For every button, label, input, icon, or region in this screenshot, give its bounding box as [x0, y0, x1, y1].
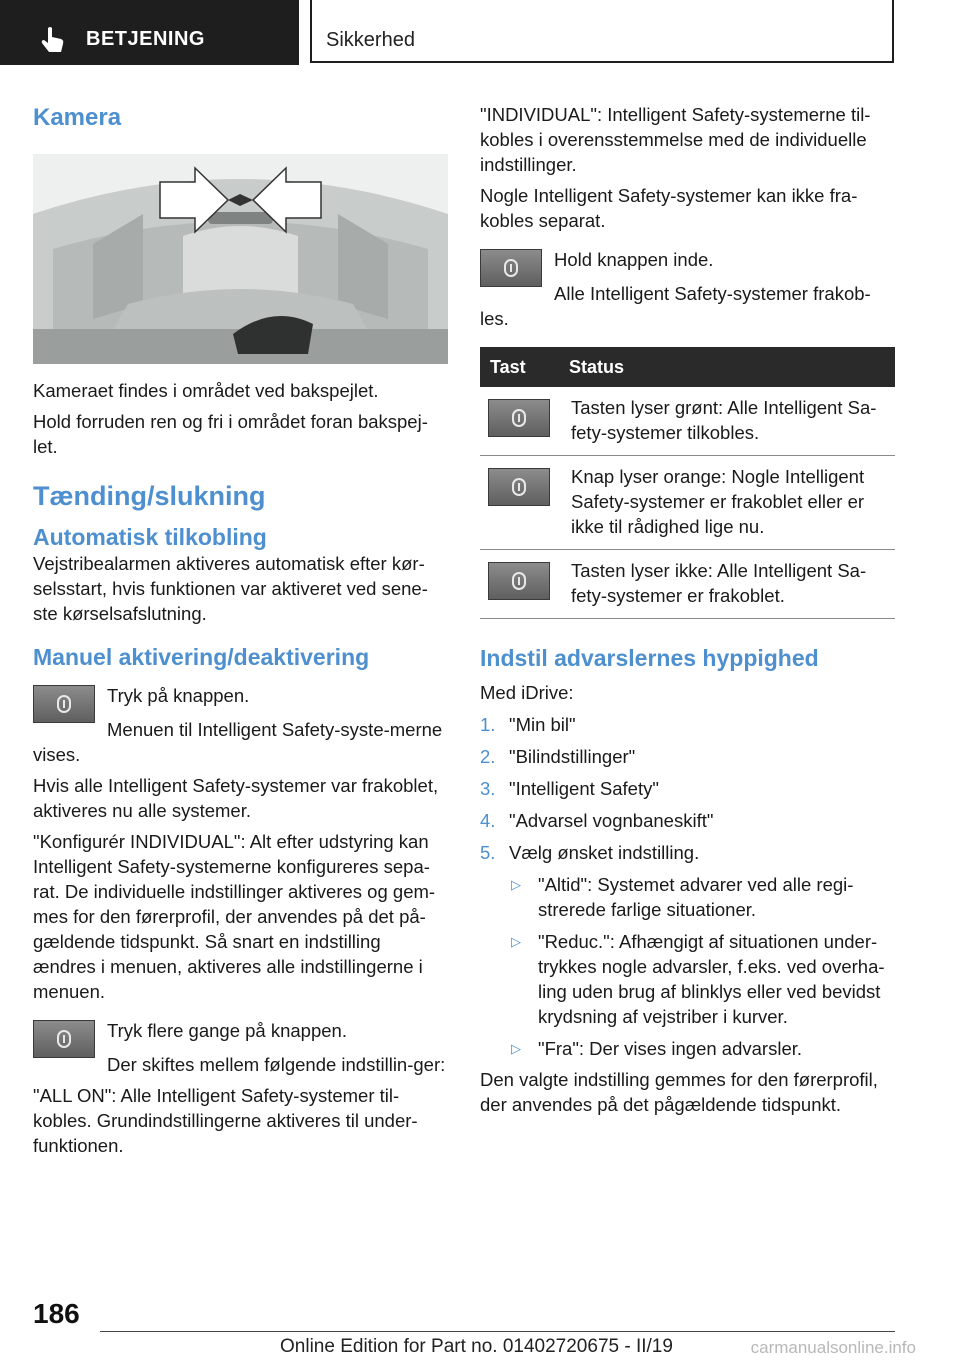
lane-assist-button-icon [488, 468, 550, 506]
not-separately-text: Nogle Intelligent Safety-systemer kan ikke fra-kobles separat. [480, 185, 858, 231]
list-item: 4. "Advarsel vognbaneskift" [480, 810, 714, 831]
allon-text: "ALL ON": Alle Intelligent Safety-systemer til-kobles. Grundindstillingerne aktiveres til under-funktionen. [33, 1085, 418, 1156]
edition-note: Online Edition for Part no. 01402720675 - II/19 [280, 1336, 673, 1357]
hand-pointer-icon [40, 26, 66, 54]
watermark: carmanualsonline.info [750, 1338, 916, 1357]
manual-press-text: Tryk på knappen. [107, 685, 250, 706]
multi-press-text: Tryk flere gange på knappen. [107, 1020, 347, 1041]
right-column [480, 96, 895, 1117]
lane-assist-button-icon [33, 1020, 95, 1058]
left-column [33, 96, 448, 1158]
section-title: BETJENING [86, 28, 205, 50]
triangle-right-icon: ▷ [511, 1041, 521, 1056]
table-cell-status: Knap lyser orange: Nogle Intelligent Safety-systemer er frakoblet eller er ikke til rådighed lige nu. [561, 456, 895, 550]
manual-heading: Manuel aktivering/deaktivering [33, 644, 370, 670]
manual-text-1: Hvis alle Intelligent Safety-systemer var frakoblet, aktiveres nu alle systemer. [33, 775, 439, 821]
triangle-right-icon: ▷ [511, 934, 521, 949]
camera-location-text: Kameraet findes i området ved bakspejlet. [33, 380, 379, 401]
table-row [480, 387, 895, 456]
lane-assist-button-icon [480, 249, 542, 287]
option-item: ▷ "Reduc.": Afhængigt af situationen under-trykkes nogle advarsler, f.eks. ved overha-ling uden brug af blinklys eller ved bevidst krydsning af vejstriber i kurver. [511, 931, 885, 1027]
camera-photo [33, 154, 448, 364]
triangle-right-icon: ▷ [511, 877, 521, 892]
multi-switch-text: Der skiftes mellem følgende indstillin-ger: [107, 1054, 446, 1075]
steps-list [480, 712, 895, 1061]
lane-assist-button-icon [33, 685, 95, 723]
list-item: 1. "Min bil" [480, 714, 576, 735]
multi-press-block [33, 1018, 448, 1077]
option-item: ▷ "Fra": Der vises ingen advarsler. [511, 1038, 803, 1059]
camera-clean-text: Hold forruden ren og fri i området foran bakspej-let. [33, 411, 428, 457]
manual-menu-text: Menuen til Intelligent Safety-syste-merne vises. [33, 719, 443, 765]
list-item: 3. "Intelligent Safety" [480, 778, 659, 799]
lane-assist-button-icon [488, 399, 550, 437]
table-cell-status: Tasten lyser grønt: Alle Intelligent Sa-fety-systemer tilkobles. [561, 387, 895, 456]
ignition-heading: Tænding/slukning [33, 481, 266, 511]
footer-divider [100, 1331, 895, 1332]
car-interior-illustration [33, 154, 448, 364]
manual-text-2: "Konfigurér INDIVIDUAL": Alt efter udstyring kan Intelligent Safety-systemerne konfigureres sepa-rat. De individuelle indstillinger aktiveres og gem-mes for den førerprofil, der anvendes på det på-gældende tidspunkt. Så snart en indstilling ændres i menuen, aktiveres alle indstillingerne i menuen. [33, 831, 436, 1002]
table-header-row [480, 347, 895, 387]
camera-heading: Kamera [33, 104, 122, 131]
hold-result-text: Alle Intelligent Safety-systemer frakob-les. [480, 283, 871, 329]
options-list [480, 872, 895, 1061]
option-item: ▷ "Altid": Systemet advarer ved alle regi-strerede farlige situationer. [511, 874, 854, 920]
frequency-heading: Indstil advarslernes hyppighed [480, 645, 819, 671]
idrive-label: Med iDrive: [480, 682, 574, 703]
status-table [480, 347, 895, 619]
auto-heading: Automatisk tilkobling [33, 524, 267, 550]
list-item: 5. Vælg ønsket indstilling. ▷ "Altid": Systemet advarer ved alle regi-strerede farlige situationer. ▷ "Reduc.": Afhængigt af situationen under-trykkes nogle advarsler, f.eks. ved overha-ling uden brug af blinklys eller ved bevidst krydsning af vejstriber i kurver. ▷ "Fra": Der vises ingen advarsler. [480, 840, 895, 1061]
table-cell-status: Tasten lyser ikke: Alle Intelligent Sa-fety-systemer er frakoblet. [561, 550, 895, 619]
hold-press-text: Hold knappen inde. [554, 249, 714, 270]
table-header-key: Tast [480, 347, 561, 387]
breadcrumb [310, 0, 894, 63]
breadcrumb-label: Sikkerhed [326, 29, 415, 51]
individual-text: "INDIVIDUAL": Intelligent Safety-systemerne til-kobles i overensstemmelse med de individuelle indstillinger. [480, 104, 871, 175]
table-row [480, 550, 895, 619]
section-tab [0, 0, 299, 65]
list-item: 2. "Bilindstillinger" [480, 746, 636, 767]
table-row [480, 456, 895, 550]
hold-press-block [480, 247, 895, 331]
saved-text: Den valgte indstilling gemmes for den førerprofil, der anvendes på det pågældende tidspunkt. [480, 1069, 878, 1115]
manual-press-block [33, 683, 448, 767]
table-header-status: Status [561, 347, 895, 387]
page-number: 186 [33, 1298, 80, 1329]
lane-assist-button-icon [488, 562, 550, 600]
auto-text: Vejstribealarmen aktiveres automatisk efter kør-selsstart, hvis funktionen var aktiveret ved sene-ste kørselsafslutning. [33, 553, 428, 624]
